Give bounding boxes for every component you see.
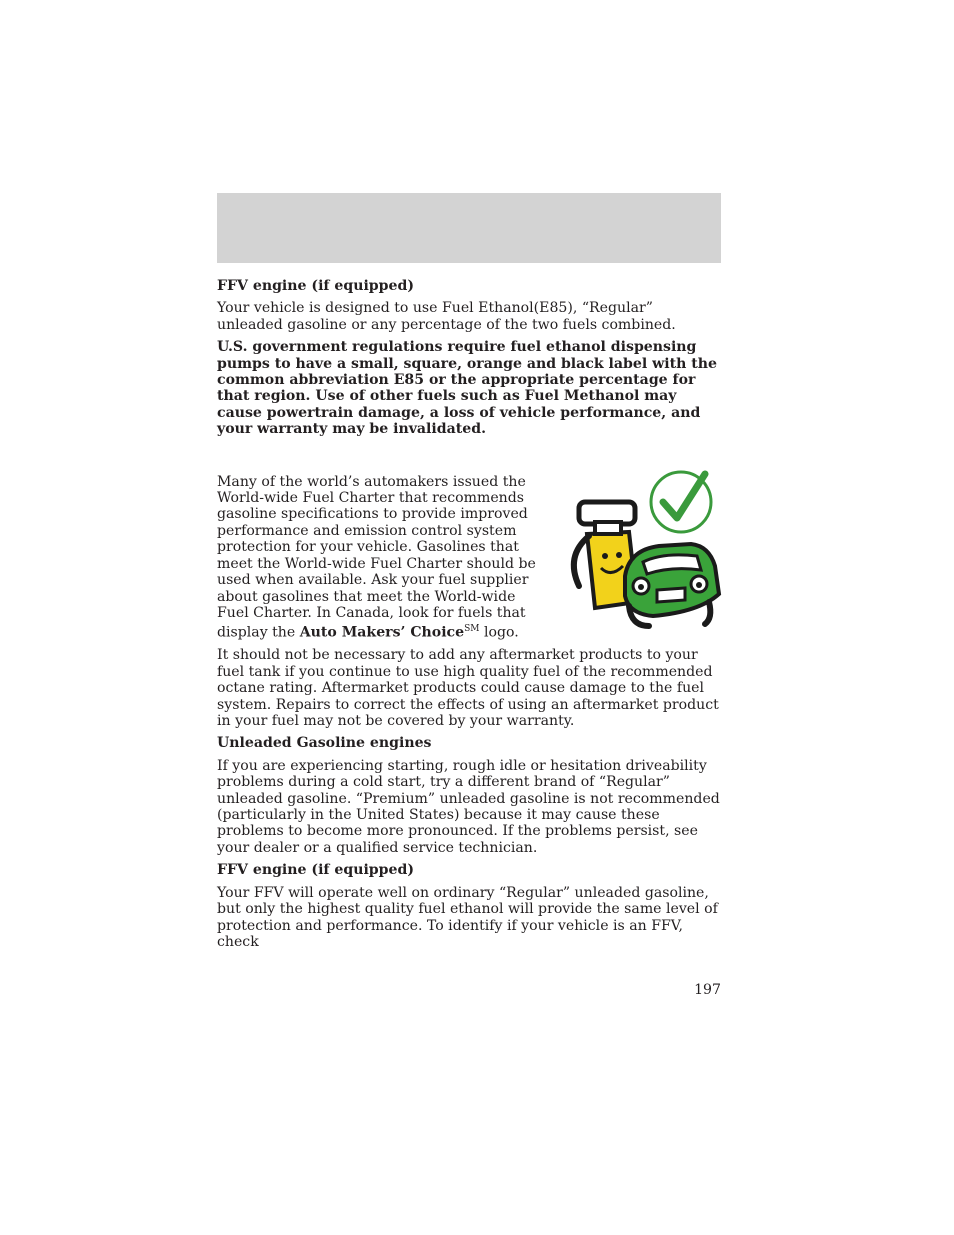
header-bar	[217, 193, 721, 263]
car-wheel-right	[705, 602, 710, 624]
auto-makers-choice-label: Auto Makers’ Choice	[299, 625, 465, 641]
unleaded-paragraph: If you are experiencing starting, rough idle or hesitation driveability problems during a cold start, try a different brand of “Regular” unleaded gasoline. “Premium” unleaded gasoline is not recommended (particularly in the United States) because it may cause these problems to become more pronounced. If the problems persist, see your dealer or a qualified service technician.	[217, 757, 720, 856]
page-content	[217, 278, 721, 956]
section-heading-ffv-2: FFV engine (if equipped)	[217, 862, 415, 879]
fuel-charter-block	[217, 474, 721, 648]
section-heading-unleaded: Unleaded Gasoline engines	[217, 735, 432, 752]
pump-eye-right	[616, 552, 622, 558]
pump-eye-left	[602, 553, 608, 559]
pump-and-car-illustration	[559, 466, 729, 636]
ffv-paragraph-2: Your FFV will operate well on ordinary “Regular” unleaded gasoline, but only the highest quality fuel ethanol will provide the same level of protection and performance. To identify if your vehicle is an FFV, check	[217, 884, 718, 950]
logo-suffix: logo.	[479, 625, 519, 641]
service-mark: SM	[464, 624, 480, 635]
check-mark-icon	[663, 474, 705, 518]
aftermarket-paragraph: It should not be necessary to add any aftermarket products to your fuel tank if you continue to use high quality fuel of the recommended octane rating. Aftermarket products could cause damage to the fuel system. Repairs to correct the effects of using an aftermarket product in your fuel may not be covered by your warranty.	[217, 647, 719, 730]
auto-makers-choice-logo	[559, 466, 729, 636]
warning-paragraph: U.S. government regulations require fuel ethanol dispensing pumps to have a small, square, orange and black label with the common abbreviation E85 or the appropriate percentage for that region. Use of other fuels such as Fuel Methanol may cause powertrain damage, a loss of vehicle performance, and your warranty may be invalidated.	[217, 339, 717, 438]
car-grille	[657, 588, 685, 602]
ffv-paragraph: Your vehicle is designed to use Fuel Ethanol(E85), “Regular” unleaded gasoline or any percentage of the two fuels combined.	[217, 300, 676, 333]
fuel-charter-text: Many of the world’s automakers issued the World-wide Fuel Charter that recommends gasoline specifications to provide improved performance and emission control system protection for your vehicle. Gasolines that meet the World-wide Fuel Charter should be used when available. Ask your fuel supplier about gasolines that meet the World-wide Fuel Charter. In Canada, look for fuels that display the	[217, 473, 536, 641]
pump-neck	[595, 522, 621, 534]
page-number: 197	[694, 982, 721, 998]
section-heading-ffv: FFV engine (if equipped)	[217, 278, 415, 294]
